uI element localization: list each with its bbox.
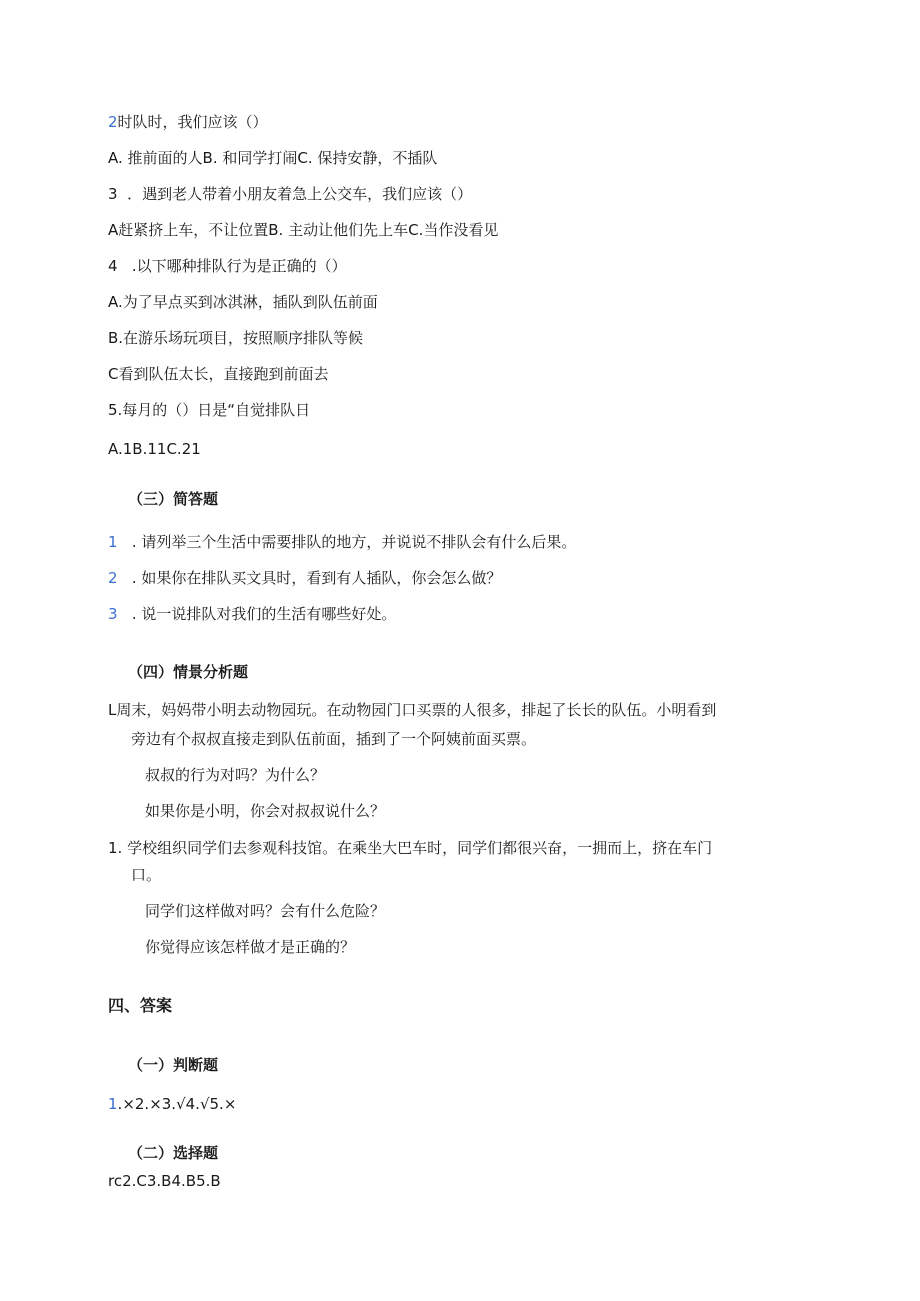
q3-text: ．遇到老人带着小朋友着急上公交车，我们应该（）	[127, 185, 473, 203]
answers-heading: 四、答案	[108, 996, 173, 1015]
q3-line	[108, 184, 472, 204]
q4-option-a: A.为了早点买到冰淇淋，插队到队伍前面	[108, 293, 378, 311]
q4-option-b: B.在游乐场玩项目，按照顺序排队等候	[108, 329, 364, 347]
q5-options: A.1B.11C.21	[108, 440, 201, 458]
q4-number: 4	[108, 257, 118, 275]
short-answer-item	[108, 568, 501, 588]
judge-answers	[108, 1094, 236, 1114]
q5-line: 5.每月的（）日是“自觉排队日	[108, 401, 311, 419]
item-number: 3	[108, 605, 118, 623]
item-text: . 说一说排队对我们的生活有哪些好处。	[131, 605, 397, 623]
item-number: 1	[108, 533, 118, 551]
scenario-2-line-1: 1. 学校组织同学们去参观科技馆。在乘坐大巴车时，同学们都很兴奋，一拥而上，挤在车门	[108, 839, 713, 857]
scenario-1-question-1: 叔叔的行为对吗？为什么？	[145, 766, 326, 784]
q4-text: .以下哪种排队行为是正确的（）	[131, 257, 347, 275]
judge-text: .×2.×3.√4.√5.×	[117, 1095, 237, 1113]
choice-heading: （二）选择题	[128, 1144, 219, 1162]
q2-text: 时队时，我们应该（）	[117, 113, 268, 131]
judge-number: 1	[108, 1095, 118, 1113]
scenario-1-line-1: L周末，妈妈带小明去动物园玩。在动物园门口买票的人很多，排起了长长的队伍。小明看到	[108, 701, 717, 719]
item-number: 2	[108, 569, 118, 587]
short-answer-item	[108, 604, 396, 624]
q3-number: 3	[108, 185, 118, 203]
judge-heading: （一）判断题	[128, 1056, 219, 1074]
scenario-2-line-2: 口。	[131, 866, 162, 884]
scenario-1-question-2: 如果你是小明，你会对叔叔说什么？	[145, 802, 386, 820]
q2-options: A. 推前面的人B. 和同学打闹C. 保持安静，不插队	[108, 149, 438, 167]
q4-option-c: C看到队伍太长，直接跑到前面去	[108, 365, 329, 383]
q2-line	[108, 112, 268, 132]
scenario-2-question-2: 你觉得应该怎样做才是正确的？	[145, 938, 356, 956]
scenario-2-question-1: 同学们这样做对吗？会有什么危险？	[145, 902, 386, 920]
item-text: . 请列举三个生活中需要排队的地方，并说说不排队会有什么后果。	[131, 533, 577, 551]
scenario-heading: （四）情景分析题	[128, 663, 249, 681]
item-text: . 如果你在排队买文具时，看到有人插队，你会怎么做？	[131, 569, 502, 587]
q4-line	[108, 256, 347, 276]
short-answer-item	[108, 532, 576, 552]
choice-answers: rc2.C3.B4.B5.B	[108, 1172, 221, 1190]
short-answer-heading: （三）简答题	[128, 490, 219, 508]
q3-options: A赶紧挤上车，不让位置B. 主动让他们先上车C.当作没看见	[108, 221, 499, 239]
scenario-1-line-2: 旁边有个叔叔直接走到队伍前面，插到了一个阿姨前面买票。	[131, 730, 537, 748]
q2-number: 2	[108, 113, 118, 131]
